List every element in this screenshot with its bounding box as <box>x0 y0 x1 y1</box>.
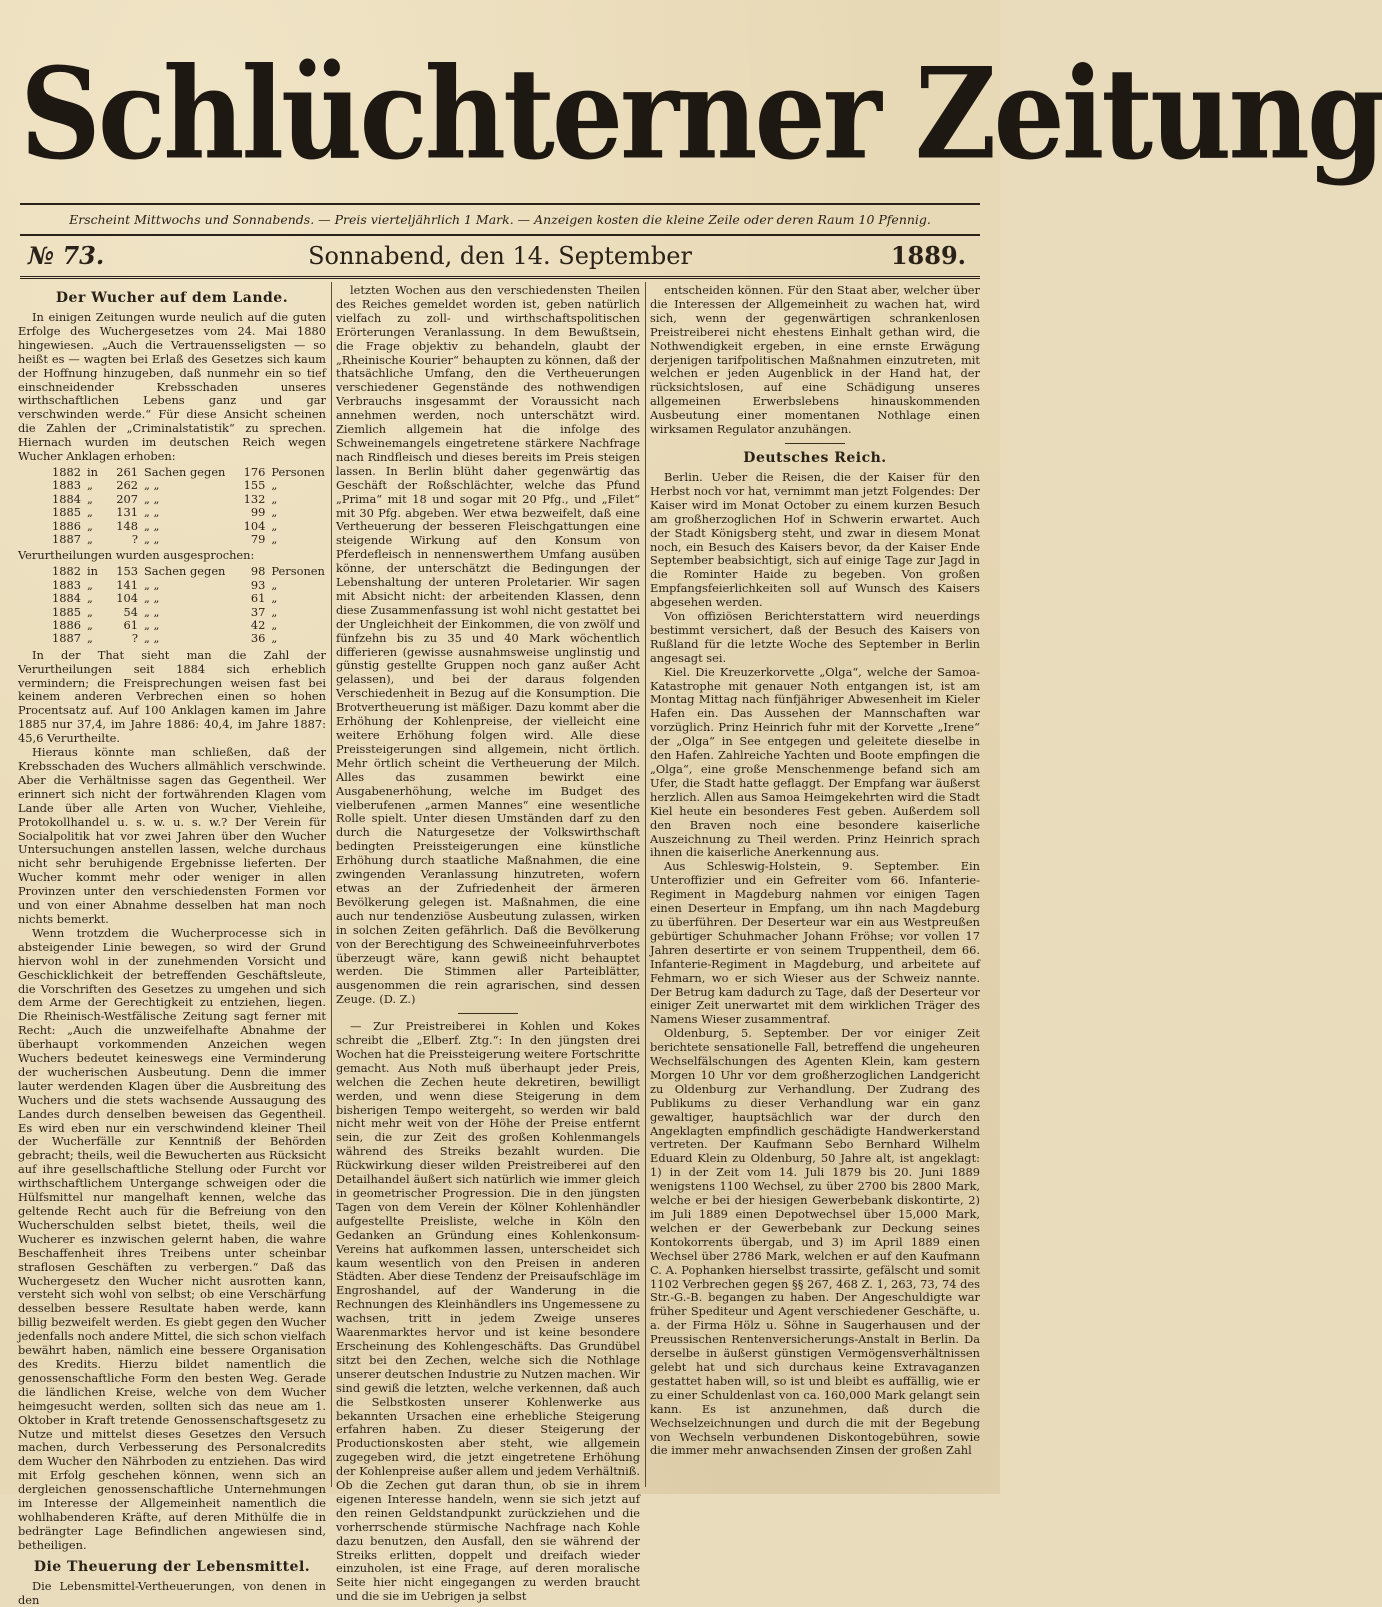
statistics-cell-prep: „ <box>87 505 93 520</box>
statistics-cell-year: 1887 <box>52 631 81 646</box>
separator <box>785 443 845 444</box>
column-divider <box>645 282 646 1487</box>
statistics-cell-persons: 79 <box>250 532 266 546</box>
statistics-row <box>52 533 331 546</box>
article-heading: Der Wucher auf dem Lande. <box>55 290 289 306</box>
statistics-cell-unit: „ <box>271 478 278 493</box>
statistics-table-convictions <box>52 565 331 645</box>
statistics-cell-prep: „ <box>87 631 93 646</box>
news-item: Aus Schleswig-Holstein, 9. September. Ein Unteroffizier und ein Gefreiter vom 66. Infanterie-Regiment in Magdeburg nahmen vor einigen Tagen einen Deserteur in Empfang, um ihn nach Magdeburg zu überführen. Der Deserteur war ein aus Westpreußen gebürtiger Schuhmacher Johann Fröhse; vor vollen 17 Jahren desertirte er von seinem Truppentheil, dem 66. Infanterie-Regiment in Magdeburg, und arbeitete auf Fehmarn, wo er sich Wieser aus der Schweiz nannte. Der Betrug kam dadurch zu Tage, daß der Deserteur vor einiger Zeit unerwartet mit dem wirklichen Träger des Namens Wieser zusammentraf. <box>650 859 980 1027</box>
statistics-cell-persons: 132 <box>243 491 266 506</box>
statistics-cell-cases: 54 <box>123 604 138 619</box>
statistics-row <box>52 619 331 632</box>
statistics-cell-prep: „ <box>87 478 93 493</box>
statistics-cell-year: 1883 <box>52 577 81 592</box>
statistics-cell-mid: „ „ <box>143 532 160 546</box>
statistics-cell-prep: in <box>87 464 98 479</box>
statistics-cell-unit: „ <box>271 518 278 533</box>
statistics-cell-persons: 155 <box>243 478 266 493</box>
article-paragraph: Hieraus könnte man schließen, daß der Krebsschaden des Wuchers allmählich verschwinde. Aber die Verhältnisse sagen das Gegentheil. Wer erinnert sich nicht der fortwährenden Klagen vom Lande über alle Arten von Wucher, Viehleihe, Protokollhandel u. s. w. u. s. w.? Der Verein für Socialpolitik hat vor zwei Jahren über den Wucher Untersuchungen anstellen lassen, welche durchaus nicht sehr beruhigende Ergebnisse lieferten. Der Wucher kommt mehr oder weniger in allen Provinzen unter den verschiedensten Formen vor und von einer Abnahme desselben hat man noch nichts bemerkt. <box>18 745 326 926</box>
issue-year: 1889. <box>890 241 966 270</box>
statistics-cell-prep: „ <box>87 577 93 592</box>
rule-mid <box>20 234 980 236</box>
statistics-cell-persons: 61 <box>250 591 266 606</box>
statistics-cell-mid: „ „ <box>143 505 160 520</box>
statistics-cell-mid: „ „ <box>143 577 160 592</box>
statistics-cell-persons: 99 <box>250 505 266 520</box>
statistics-cell-mid: „ „ <box>143 617 160 632</box>
statistics-caption: Verurtheilungen wurden ausgesprochen: <box>18 548 255 563</box>
statistics-cell-unit: „ <box>271 617 278 632</box>
statistics-cell-year: 1882 <box>52 564 81 579</box>
statistics-cell-prep: „ <box>87 491 93 506</box>
statistics-row <box>52 606 331 619</box>
statistics-cell-year: 1882 <box>52 464 81 479</box>
statistics-cell-cases: 153 <box>116 564 138 579</box>
statistics-cell-year: 1885 <box>52 505 81 520</box>
statistics-cell-cases: 261 <box>116 464 138 479</box>
statistics-cell-year: 1884 <box>52 591 81 606</box>
statistics-cell-mid: Sachen gegen <box>143 564 226 579</box>
news-item: Berlin. Ueber die Reisen, die der Kaiser für den Herbst noch vor hat, vernimmt man jetzt Folgendes: Der Kaiser wird im Monat October zu einem kurzen Besuch am großherzoglichen Hof in Schwerin erwartet. Auch der Stadt Königsberg steht, und zwar in diesem Monat noch, ein Besuch des Kaisers bevor, da der Kaiser Ende September beabsichtigt, sich auf einige Tage zur Jagd in die Rominter Haide zu begeben. Von großen Empfangsfeierlichkeiten soll auf Wunsch des Kaisers abgesehen werden. <box>650 469 980 610</box>
statistics-row <box>52 565 331 578</box>
statistics-cell-cases: ? <box>131 532 138 546</box>
statistics-cell-persons: 36 <box>250 631 266 646</box>
article-paragraph: — Zur Preistreiberei in Kohlen und Kokes schreibt die „Elberf. Ztg.“: In den jüngsten drei Wochen hat die Preissteigerung weitere Fortschritte gemacht. Aus Noth muß überhaupt jeder Preis, welchen die Zechen heute dekretiren, bewilligt werden, und wenn diese Steigerung in dem bisherigen Tempo weitergeht, so werden wir bald nicht mehr weit von der Höhe der Preise entfernt sein, die zur Zeit des großen Kohlenmangels während des Streiks bezahlt wurden. Die Rückwirkung dieser wilden Preistreiberei auf den Detailhandel äußert sich natürlich wie immer gleich in geometrischer Progression. Die in den jüngsten Tagen von dem Verein der Kölner Kohlenhändler aufgestellte Preisliste, welche in Köln den Gedanken an Gründung eines Kohlenkonsum-Vereins hat aufkommen lassen, unterscheidet sich kaum wesentlich von den Preisen in anderen Städten. Aber diese Tendenz der Preisaufschläge im Engroshandel, auf der Wanderung in die Rechnungen des Kleinhändlers ins Ungemessene zu wachsen, tritt in jedem Zweige unseres Waarenmarktes hervor und ist keine besondere Erscheinung des Kohlengeschäfts. Das Grundübel sitzt bei den Zechen, welche sich die Nothlage unserer deutschen Industrie zu Nutzen machen. Wir sind gewiß die letzten, welche verkennen, daß auch die Selbstkosten unserer Kohlenwerke aus bekannten Ursachen eine erhebliche Steigerung erfahren haben. Zu dieser Steigerung der Productionskosten aber steht, wie allgemein zugegeben wird, die jetzt eingetretene Erhöhung der Kohlenpreise außer allem und jedem Verhältniß. Ob die Zechen gut daran thun, ob sie in ihrem eigenen Interesse handeln, wenn sie sich jetzt auf den reinen Geldstandpunkt zurückziehen und die vorherrschende stürmische Nachfrage nach Kohle dazu benutzen, den Ausfall, den sie während der Streiks erlitten, doppelt und dreifach wieder einzuholen, ist eine Frage, auf deren moralische Seite hier nicht eingegangen zu werden braucht und die sie im Uebrigen ja selbst <box>336 1019 640 1604</box>
statistics-cell-cases: 262 <box>116 478 138 493</box>
statistics-cell-unit: „ <box>271 532 278 546</box>
statistics-cell-mid: „ „ <box>143 491 160 506</box>
article-paragraph: Die Lebensmittel-Vertheuerungen, von denen in den <box>18 1578 326 1607</box>
statistics-cell-cases: 207 <box>116 491 138 506</box>
statistics-cell-mid: „ „ <box>143 518 160 533</box>
section-heading: Deutsches Reich. <box>743 449 887 466</box>
statistics-row <box>52 466 331 479</box>
statistics-cell-prep: „ <box>87 617 93 632</box>
statistics-table-indictments <box>52 466 331 546</box>
statistics-row <box>52 479 331 492</box>
statistics-cell-unit: „ <box>271 604 278 619</box>
statistics-cell-year: 1883 <box>52 478 81 493</box>
statistics-cell-unit: „ <box>271 577 278 592</box>
statistics-cell-mid: „ „ <box>143 631 160 646</box>
statistics-cell-mid: „ „ <box>143 478 160 493</box>
statistics-cell-cases: 61 <box>123 617 138 632</box>
column-3 <box>650 284 980 1484</box>
statistics-cell-prep: „ <box>87 604 93 619</box>
statistics-cell-year: 1886 <box>52 518 81 533</box>
rule-bottom <box>20 276 980 279</box>
masthead-title: Schlüchterner Zeitung <box>20 41 1382 188</box>
statistics-cell-persons: 176 <box>243 464 266 479</box>
statistics-cell-unit: Personen <box>271 564 325 579</box>
dateline <box>20 238 980 274</box>
statistics-cell-persons: 98 <box>250 564 266 579</box>
article-paragraph: In der That sieht man die Zahl der Verurtheilungen seit 1884 sich erheblich vermindern; die Freisprechungen weisen fast bei keinem anderen Verbrechen einen so hohen Procentsatz auf. Auf 100 Anklagen kamen im Jahre 1885 nur 37,4, im Jahre 1886: 40,4, im Jahre 1887: 45,6 Verurtheilte. <box>18 647 326 746</box>
statistics-cell-cases: 141 <box>116 577 138 592</box>
statistics-cell-unit: Personen <box>271 464 325 479</box>
statistics-cell-prep: „ <box>87 532 93 546</box>
statistics-cell-year: 1886 <box>52 617 81 632</box>
article-paragraph: In einigen Zeitungen wurde neulich auf die guten Erfolge des Wuchergesetzes vom 24. Mai 1880 hingewiesen. „Auch die Vertrauensseligsten — so heißt es — wagten bei Erlaß des Gesetzes sich kaum der Hoffnung hinzugeben, daß nunmehr ein so tief einschneidender Krebsschaden unseres wirthschaftlichen Lebens ganz und gar verschwinden werde.“ Für diese Ansicht scheinen die Zahlen der „Criminalstatistik“ zu sprechen. Hiernach wurden im deutschen Reich wegen Wucher Anklagen erhoben: <box>18 310 326 464</box>
separator <box>458 1013 518 1014</box>
article-paragraph: Wenn trotzdem die Wucherprocesse sich in absteigender Linie bewegen, so wird der Grund hiervon wohl in der zunehmenden Vorsicht und Geschicklichkeit der betreffenden Geschäftsleute, die Vorschriften des Gesetzes zu umgehen und sich dem Arme der Gerechtigkeit zu entziehen, liegen. Die Rheinisch-Westfälische Zeitung sagt ferner mit Recht: „Auch die unzweifelhafte Abnahme der überhaupt vorkommenden Anzeichen wegen Wuchers bedeutet keineswegs eine Verminderung der wucherischen Ausbeutung. Denn die immer lauter werdenden Klagen über die Ausbreitung des Wuchers und die stets wachsende Aussaugung des Landes durch denselben beweisen das Gegentheil. Es wird eben nur ein verschwindend kleiner Theil der Wucherfälle zur Kenntniß der Behörden gebracht; theils, weil die Bewucherten aus Rücksicht auf ihre gesellschaftliche Stellung oder Furcht vor wirthschaftlichem Untergange schweigen oder die Hülfsmittel nur mangelhaft kennen, welche das geltende Recht auch für die Befreiung von den Wucherschulden selbst bietet, theils, weil die Wucherer es inzwischen gelernt haben, die wahre Beschaffenheit ihres Treibens unter scheinbar straflosen Geschäften zu verbergen.“ Daß das Wuchergesetz den Wucher nicht ausrotten kann, versteht sich wohl von selbst; ob eine Verschärfung desselben bessere Resultate haben werde, kann billig bezweifelt werden. Es giebt gegen den Wucher jedenfalls noch andere Mittel, die sich schon vielfach bewährt haben, nämlich eine bessere Organisation des Kredits. Hierzu bildet namentlich die genossenschaftliche Form den besten Weg. Gerade die ländlichen Kreise, welche von dem Wucher heimgesucht werden, sollten sich das neue am 1. Oktober in Kraft tretende Genossenschaftsgesetz zu Nutze und mittelst dieses Gesetzes den Versuch machen, durch Verbesserung des Personalcredits dem Wucher den Nährboden zu entziehen. Das wird mit Erfolg geschehen können, wenn sich an dergleichen genossenschaftliche Unternehmungen im Interesse der Allgemeinheit namentlich die wohlhabenderen Kräfte, auf deren Mithülfe die in bedrängter Lage Befindlichen angewiesen sind, betheiligen. <box>18 925 326 1552</box>
news-item: Kiel. Die Kreuzerkorvette „Olga“, welche der Samoa-Katastrophe mit genauer Noth entgangen ist, ist am Montag Mittag nach fünfjähriger Abwesenheit im Kieler Hafen ein. Das Aussehen der Mannschaften war vorzüglich. Prinz Heinrich fuhr mit der Korvette „Irene“ der „Olga“ in See entgegen und geleitete dieselbe in den Hafen. Zahlreiche Yachten und Boote empfingen die „Olga“, eine große Menschenmenge befand sich am Ufer, die Stadt hatte geflaggt. Der Empfang war äußerst herzlich. Allen aus Samoa Heimgekehrten wird die Stadt Kiel heute ein besonderes Fest geben. Außerdem soll den Braven noch eine besondere kaiserliche Auszeichnung zu Theil werden. Prinz Heinrich sprach ihnen die kaiserliche Anerkennung aus. <box>650 664 980 860</box>
statistics-cell-persons: 42 <box>250 617 266 632</box>
statistics-row <box>52 579 331 592</box>
issue-number: № 73. <box>28 241 105 270</box>
statistics-cell-prep: „ <box>87 518 93 533</box>
column-divider <box>331 282 332 1487</box>
news-item: Oldenburg, 5. September. Der vor einiger Zeit berichtete sensationelle Fall, betreffend die ungeheuren Wechselfälschungen des Agenten Klein, kam gestern Morgen 10 Uhr vor dem großherzoglichen Landgericht zu Oldenburg zur Verhandlung. Der Zudrang des Publikums zu dieser Verhandlung war ein ganz gewaltiger, hauptsächlich war der durch den Angeklagten empfindlich geschädigte Handwerkerstand vertreten. Der Kaufmann Sebo Bernhard Wilhelm Eduard Klein zu Oldenburg, 50 Jahre alt, ist angeklagt: 1) in der Zeit vom 14. Juli 1879 bis 20. Juni 1889 wenigstens 1100 Wechsel, zu über 2700 bis 2800 Mark, welche er bei der hiesigen Gewerbebank diskontirte, 2) im Juli 1889 einen Depotwechsel über 15,000 Mark, welchen er der Gewerbebank zur Deckung seines Kontokorrents übergab, und 3) im April 1889 einen Wechsel über 2786 Mark, welchen er auf den Kaufmann C. A. Pophanken hierselbst trassirte, gefälscht und somit 1102 Verbrechen gegen §§ 267, 468 Z. 1, 263, 73, 74 des Str.-G.-B. begangen zu haben. Der Angeschuldigte war früher Spediteur und Agent verschiedener Geschäfte, u. a. der Firma Hölz u. Söhne in Saugerhausen und der Preussischen Rentenversicherungs-Anstalt in Berlin. Da derselbe in äußerst günstigen Vermögensverhältnissen gelebt hat und sich durchaus keine Extravaganzen gestattet haben will, so ist und bleibt es auffällig, wie er zu einer Schuldenlast von ca. 160,000 Mark gelangt sein kann. Es ist anzunehmen, daß durch die Wechselzeichnungen und durch die mit der Begebung von Wechseln verbundenen Diskontogebühren, sowie die immer mehr anwachsenden Zinsen der großen Zahl <box>650 1026 980 1458</box>
statistics-cell-year: 1887 <box>52 532 81 546</box>
subscription-line: Erscheint Mittwochs und Sonnabends. — Preis vierteljährlich 1 Mark. — Anzeigen kosten die kleine Zeile oder deren Raum 10 Pfennig. <box>69 212 931 227</box>
statistics-cell-unit: „ <box>271 631 278 646</box>
statistics-cell-cases: ? <box>131 631 138 646</box>
statistics-cell-persons: 104 <box>243 518 266 533</box>
statistics-cell-mid: „ „ <box>143 604 160 619</box>
statistics-row <box>52 632 331 645</box>
statistics-cell-persons: 93 <box>250 577 266 592</box>
statistics-cell-mid: „ „ <box>143 591 160 606</box>
statistics-cell-unit: „ <box>271 505 278 520</box>
statistics-row <box>52 506 331 519</box>
statistics-cell-cases: 104 <box>116 591 138 606</box>
statistics-cell-prep: „ <box>87 591 93 606</box>
rule-top <box>20 203 980 205</box>
statistics-row <box>52 493 331 506</box>
column-2 <box>336 283 640 1604</box>
issue-date: Sonnabend, den 14. September <box>308 242 692 270</box>
article-heading: Die Theuerung der Lebensmittel. <box>33 1558 311 1575</box>
statistics-cell-unit: „ <box>271 591 278 606</box>
statistics-cell-mid: Sachen gegen <box>143 464 226 479</box>
statistics-cell-cases: 131 <box>116 505 138 520</box>
statistics-cell-prep: in <box>87 564 98 579</box>
statistics-cell-year: 1885 <box>52 604 81 619</box>
statistics-cell-cases: 148 <box>116 518 138 533</box>
statistics-cell-unit: „ <box>271 491 278 506</box>
statistics-row <box>52 520 331 533</box>
news-item: Von offiziösen Berichterstattern wird neuerdings bestimmt versichert, daß der Besuch des Kaisers von Rußland für die letzte Woche des September in Berlin angesagt sei. <box>650 609 980 665</box>
statistics-cell-year: 1884 <box>52 491 81 506</box>
statistics-row <box>52 592 331 605</box>
article-paragraph: entscheiden können. Für den Staat aber, welcher über die Interessen der Allgemeinheit zu wachen hat, wird sich, wenn der gegenwärtigen schrankenlosen Preistreiberei nicht ehestens Einhalt gethan wird, die Nothwendigkeit ergeben, in eine ernste Erwägung derjenigen tarifpolitischen Maßnahmen einzutreten, mit welchen er jeden Augenblick in der Hand hat, der rücksichtslosen, auf eine Schädigung unseres allgemeinen Erwerbslebens hinauskommenden Ausbeutung einer momentanen Nothlage einen wirksamen Regulator anzuhängen. <box>650 283 980 437</box>
column-1 <box>18 284 326 1607</box>
article-paragraph: letzten Wochen aus den verschiedensten Theilen des Reiches gemeldet worden ist, geben natürlich vielfach zu zoll- und wirthschaftspolitischen Erörterungen Veranlassung. In dem Bewußtsein, die Frage objektiv zu behandeln, glaubt der „Rheinische Kourier“ behaupten zu können, daß der thatsächliche Umfang, den die Vertheuerungen verschiedener Gegenstände des nothwendigen Verbrauchs insgesammt der Voraussicht nach annehmen werden, noch unterschätzt wird. Ziemlich allgemein hat die infolge des Schweinemangels eingetretene stärkere Nachfrage nach Rindfleisch und dieses bereits im Preis steigen lassen. In Berlin blüht daher gegenwärtig das Geschäft der Roßschlächter, welche das Pfund „Prima“ mit 18 und sogar mit 20 Pfg., und „Filet“ mit 30 Pfg. abgeben. Wer etwa bezweifelt, daß eine Vertheuerung der besseren Fleischgattungen eine steigende Wirkung auf den Konsum von Pferdefleisch in nennenswerthem Umfang ausüben könne, der unterschätzt die Bedingungen der Lebenshaltung der unteren Proletarier. Wir sagen mit Absicht nicht: der arbeitenden Klassen, denn diese Zusammenfassung ist wohl nicht gestattet bei der Ungleichheit der Einkommen, die von zwölf und fünfzehn bis zu 35 und 40 Mark wöchentlich differieren (gewisse ausnahmsweise unglinstig und günstig gestellte Gruppen noch ganz außer Acht gelassen), und bei der daraus folgenden Verschiedenheit in Bezug auf die Konsumption. Die Brotvertheuerung ist mäßiger. Dazu kommt aber die Erhöhung der Kohlenpreise, der vielleicht eine weitere Erhöhung folgen wird. Alle diese Preissteigerungen sind allgemein, nicht örtlich. Mehr örtlich scheint die Vertheuerung der Milch. Alles das zusammen bewirkt eine Ausgabenerhöhung, welche im Budget des vielberufenen „armen Mannes“ eine wesentliche Rolle spielt. Unter diesen Umständen darf zu den durch die Naturgesetze der Volkswirthschaft bedingten Preissteigerungen eine künstliche Erhöhung durch staatliche Maßnahmen, die eine zwingenden Veranlassung hinzutreten, wofern etwas an der Zufriedenheit der ärmeren Bevölkerung gelegen ist. Maßnahmen, die eine auch nur tendenziöse Ausbeutung zulassen, wirken in solchen Zeiten gefährlich. Daß die Bevölkerung von der Berechtigung des Schweineeinfuhrverbotes überzeugt wäre, kann gewiß nicht behauptet werden. Die Stimmen aller Parteiblätter, ausgenommen die rein agrarischen, sind dessen Zeuge. (D. Z.) <box>336 283 640 1007</box>
statistics-cell-persons: 37 <box>250 604 266 619</box>
